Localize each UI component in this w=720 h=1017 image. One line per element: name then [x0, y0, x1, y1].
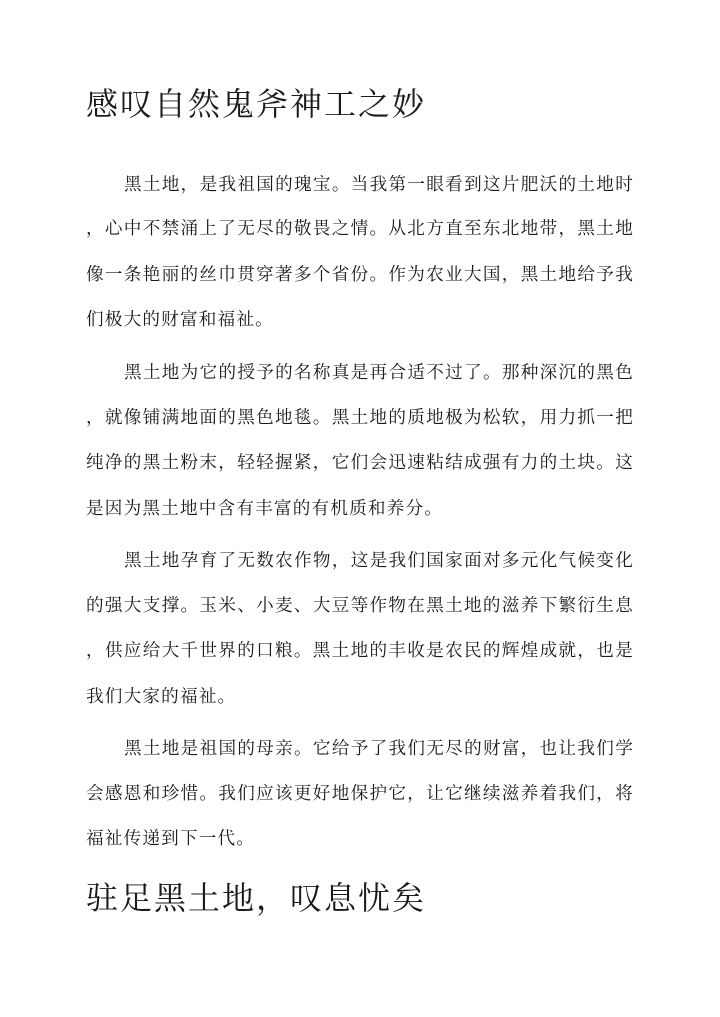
paragraph-line: 像一条艳丽的丝巾贯穿著多个省份。作为农业大国，黑土地给予我	[86, 265, 634, 285]
paragraph-line: 是因为黑土地中含有丰富的有机质和养分。	[86, 499, 444, 519]
paragraph-line: 黑土地为它的授予的名称真是再合适不过了。那种深沉的黑色	[124, 363, 634, 383]
paragraph-line: 纯净的黑土粉末，轻轻握紧，它们会迅速粘结成强有力的土块。这	[86, 453, 634, 473]
paragraph-line: 的强大支撑。玉米、小麦、大豆等作物在黑土地的滋养下繁衍生息	[86, 596, 634, 616]
section-title: 驻足黑土地，叹息忧矣	[86, 879, 427, 917]
paragraph-line: ，就像铺满地面的黑色地毯。黑土地的质地极为松软，用力抓一把	[86, 408, 634, 428]
paragraph-line: 黑土地孕育了无数农作物，这是我们国家面对多元化气候变化	[124, 551, 634, 571]
paragraph-line: 会感恩和珍惜。我们应该更好地保护它，让它继续滋养着我们，将	[86, 784, 634, 804]
paragraph-line: 我们大家的福祉。	[86, 687, 237, 707]
paragraph-line: ，供应给大千世界的口粮。黑土地的丰收是农民的辉煌成就，也是	[86, 641, 634, 661]
paragraph-line: 黑土地，是我祖国的瑰宝。当我第一眼看到这片肥沃的土地时	[124, 175, 634, 195]
paragraph-line: 们极大的财富和福祉。	[86, 310, 274, 330]
paragraph-line: 福祉传递到下一代。	[86, 829, 256, 849]
paragraph-line: ，心中不禁涌上了无尽的敬畏之情。从北方直至东北地带，黑土地	[86, 219, 634, 239]
paragraph-line: 黑土地是祖国的母亲。它给予了我们无尽的财富，也让我们学	[124, 739, 634, 759]
section-title: 感叹自然鬼斧神工之妙	[86, 85, 427, 123]
